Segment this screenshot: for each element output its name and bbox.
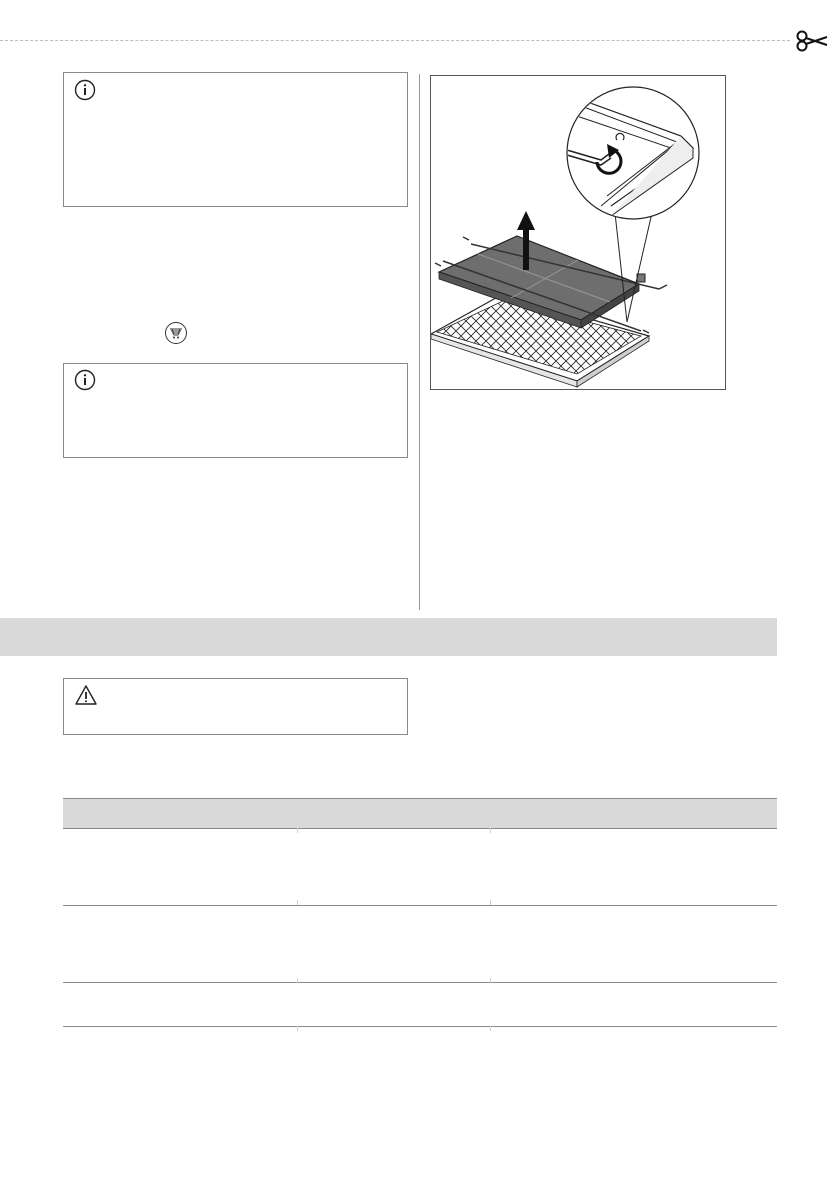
filter-reset-icon bbox=[164, 321, 188, 350]
warning-note bbox=[63, 678, 408, 735]
info-icon bbox=[74, 369, 96, 396]
table-column-separator bbox=[297, 828, 298, 833]
info-note-2 bbox=[63, 363, 408, 458]
table-column-separator bbox=[297, 978, 298, 983]
table-row bbox=[63, 905, 777, 906]
table-column-separator bbox=[490, 978, 491, 983]
carbon-filter-removal-illustration bbox=[431, 76, 725, 389]
carbon-filter-figure bbox=[430, 75, 726, 390]
table-column-separator bbox=[297, 900, 298, 905]
info-icon bbox=[74, 79, 96, 106]
table-column-separator bbox=[297, 1026, 298, 1031]
cut-line bbox=[0, 40, 790, 41]
table-row bbox=[63, 1026, 777, 1027]
table-column-separator bbox=[490, 1026, 491, 1031]
table-row bbox=[63, 982, 777, 983]
table-column-separator bbox=[490, 828, 491, 833]
scissors-icon bbox=[794, 30, 828, 52]
warning-icon bbox=[74, 684, 98, 711]
table-column-separator bbox=[490, 900, 491, 905]
info-note-1 bbox=[63, 72, 408, 207]
column-divider bbox=[419, 74, 420, 610]
table-header bbox=[63, 798, 777, 829]
section-heading-band bbox=[0, 618, 777, 656]
